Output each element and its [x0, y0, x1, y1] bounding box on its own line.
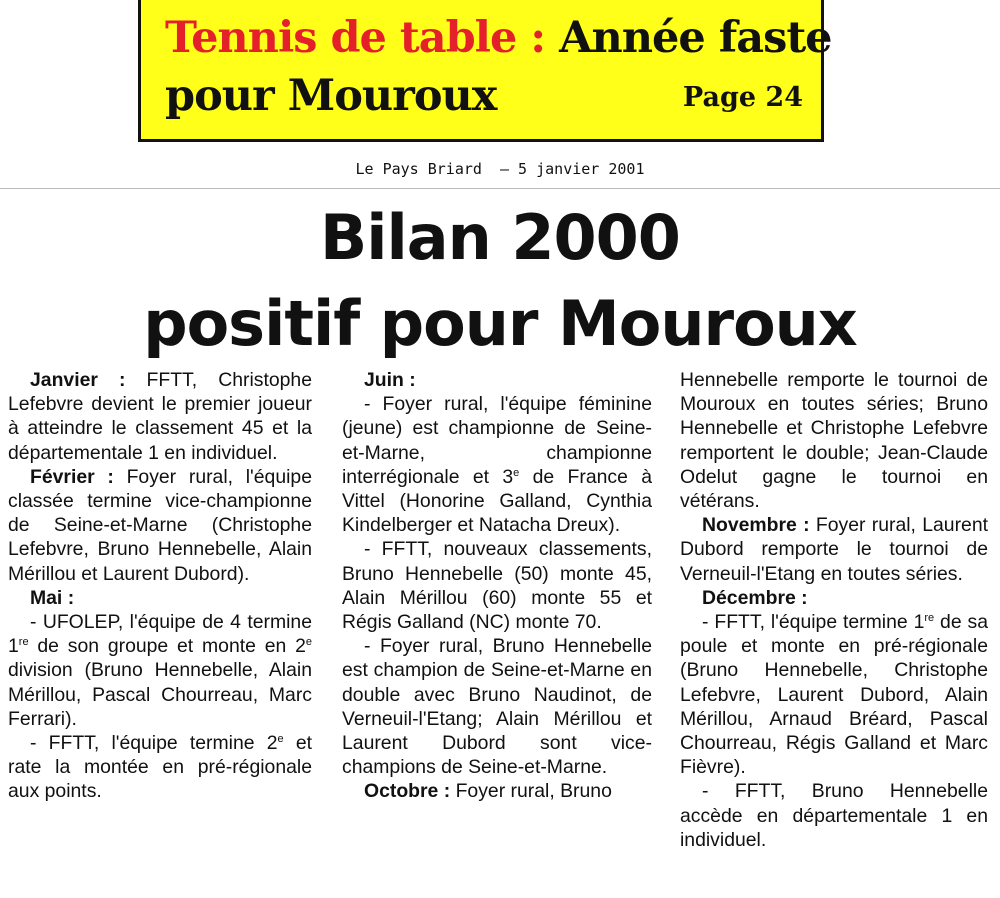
paragraph-octobre: [342, 779, 652, 803]
paragraph-fevrier: [8, 465, 312, 586]
month-mai: Mai :: [30, 586, 75, 609]
paragraph-juin-2: - FFTT, nouveaux classements, Bruno Hennebelle (50) monte 45, Alain Mérillou (60) monte 55 et Régis Galland (NC) monte 70.: [342, 538, 652, 634]
month-fevrier: Février :: [30, 465, 114, 488]
superscript: re: [18, 636, 29, 649]
text-mai-2a: - FFTT, l'équipe termine 2: [30, 732, 278, 755]
text-octobre: Foyer rural, Bruno: [450, 780, 612, 803]
headline-line2: positif pour Mouroux: [143, 287, 857, 360]
banner-title-line2: pour Mouroux: [165, 71, 497, 121]
paragraph-juin-3: - Foyer rural, Bruno Hennebelle est champion de Seine-et-Marne en double avec Bruno Naudinot, de Verneuil-l'Etang; Alain Mérillou et Laurent Dubord sont vice-champions de Seine-et-Marne.: [342, 635, 652, 779]
banner-title-black: Année faste: [559, 13, 832, 63]
article-column-1: [8, 368, 312, 804]
month-decembre: Décembre :: [702, 586, 808, 609]
text-juin-1a: - Foyer rural, l'équipe féminine (jeune) est championne de Seine-et-Marne, championne interrégionale et 3: [342, 393, 652, 488]
text-juin-1b: de France à Vittel (Honorine Galland, Cynthia Kindelberger et Natacha Dreux).: [342, 465, 652, 537]
superscript: e: [277, 733, 284, 746]
headline-line1: Bilan 2000: [320, 201, 680, 274]
superscript: e: [513, 466, 520, 479]
headline-banner: [138, 0, 832, 142]
divider: [0, 188, 1000, 189]
text-mai-2b: et rate la montée en pré-régionale aux points.: [8, 732, 312, 803]
text-janvier: FFTT, Christophe Lefebvre devient le premier joueur à atteindre le classement 45 et la départementale 1 en individuel.: [8, 369, 312, 464]
paragraph-novembre: [680, 513, 988, 586]
article-column-2: [342, 368, 652, 804]
banner-title: [165, 10, 832, 66]
text-decembre-1b: de sa poule et monte en pré-régionale (Bruno Hennebelle, Christophe Lefebvre, Laurent Dubord, Alain Mérillou, Arnaud Bréard, Pascal Chourreau, Régis Galland et Marc Fièvre).: [680, 611, 988, 779]
banner-title-red: Tennis de table :: [165, 13, 546, 63]
paragraph-mai-2: [8, 731, 312, 804]
paragraph-janvier: [8, 368, 312, 465]
text-mai-1a: - UFOLEP, l'équipe de 4 termine 1: [8, 611, 312, 658]
month-janvier: Janvier :: [30, 369, 126, 391]
paragraph-decembre-2: - FFTT, Bruno Hennebelle accède en départementale 1 en individuel.: [680, 780, 988, 851]
text-fevrier: Foyer rural, l'équipe classée termine vice-championne de Seine-et-Marne (Christophe Lefebvre, Bruno Hennebelle, Alain Mérillou et Laurent Dubord).: [8, 465, 312, 585]
text-novembre: Foyer rural, Laurent Dubord remporte le tournoi de Verneuil-l'Etang en toutes séries.: [680, 514, 988, 585]
article-column-3: [680, 368, 988, 852]
text-decembre-1a: - FFTT, l'équipe termine 1: [702, 611, 925, 634]
superscript: e: [305, 636, 312, 649]
text-mai-1c: division (Bruno Hennebelle, Alain Mérillou, Pascal Chourreau, Marc Ferrari).: [8, 659, 312, 730]
text-mai-1b: de son groupe et monte en 2: [28, 635, 306, 658]
superscript: re: [924, 612, 935, 625]
paragraph-decembre-1: [680, 610, 988, 779]
paragraph-octobre-cont: Hennebelle remporte le tournoi de Mouroux en toutes séries; Bruno Hennebelle et Christophe Lefebvre remportent le double; Jean-Claude Odelut gagne le tournoi en vétérans.: [680, 369, 988, 513]
month-novembre: Novembre :: [702, 514, 810, 537]
source-line: Le Pays Briard – 5 janvier 2001: [355, 160, 645, 178]
month-juin: Juin :: [364, 369, 416, 391]
paragraph-mai-1: [8, 610, 312, 731]
month-octobre: Octobre :: [364, 780, 451, 803]
banner-page-ref: Page 24: [682, 82, 803, 113]
paragraph-juin-1: [342, 392, 652, 537]
